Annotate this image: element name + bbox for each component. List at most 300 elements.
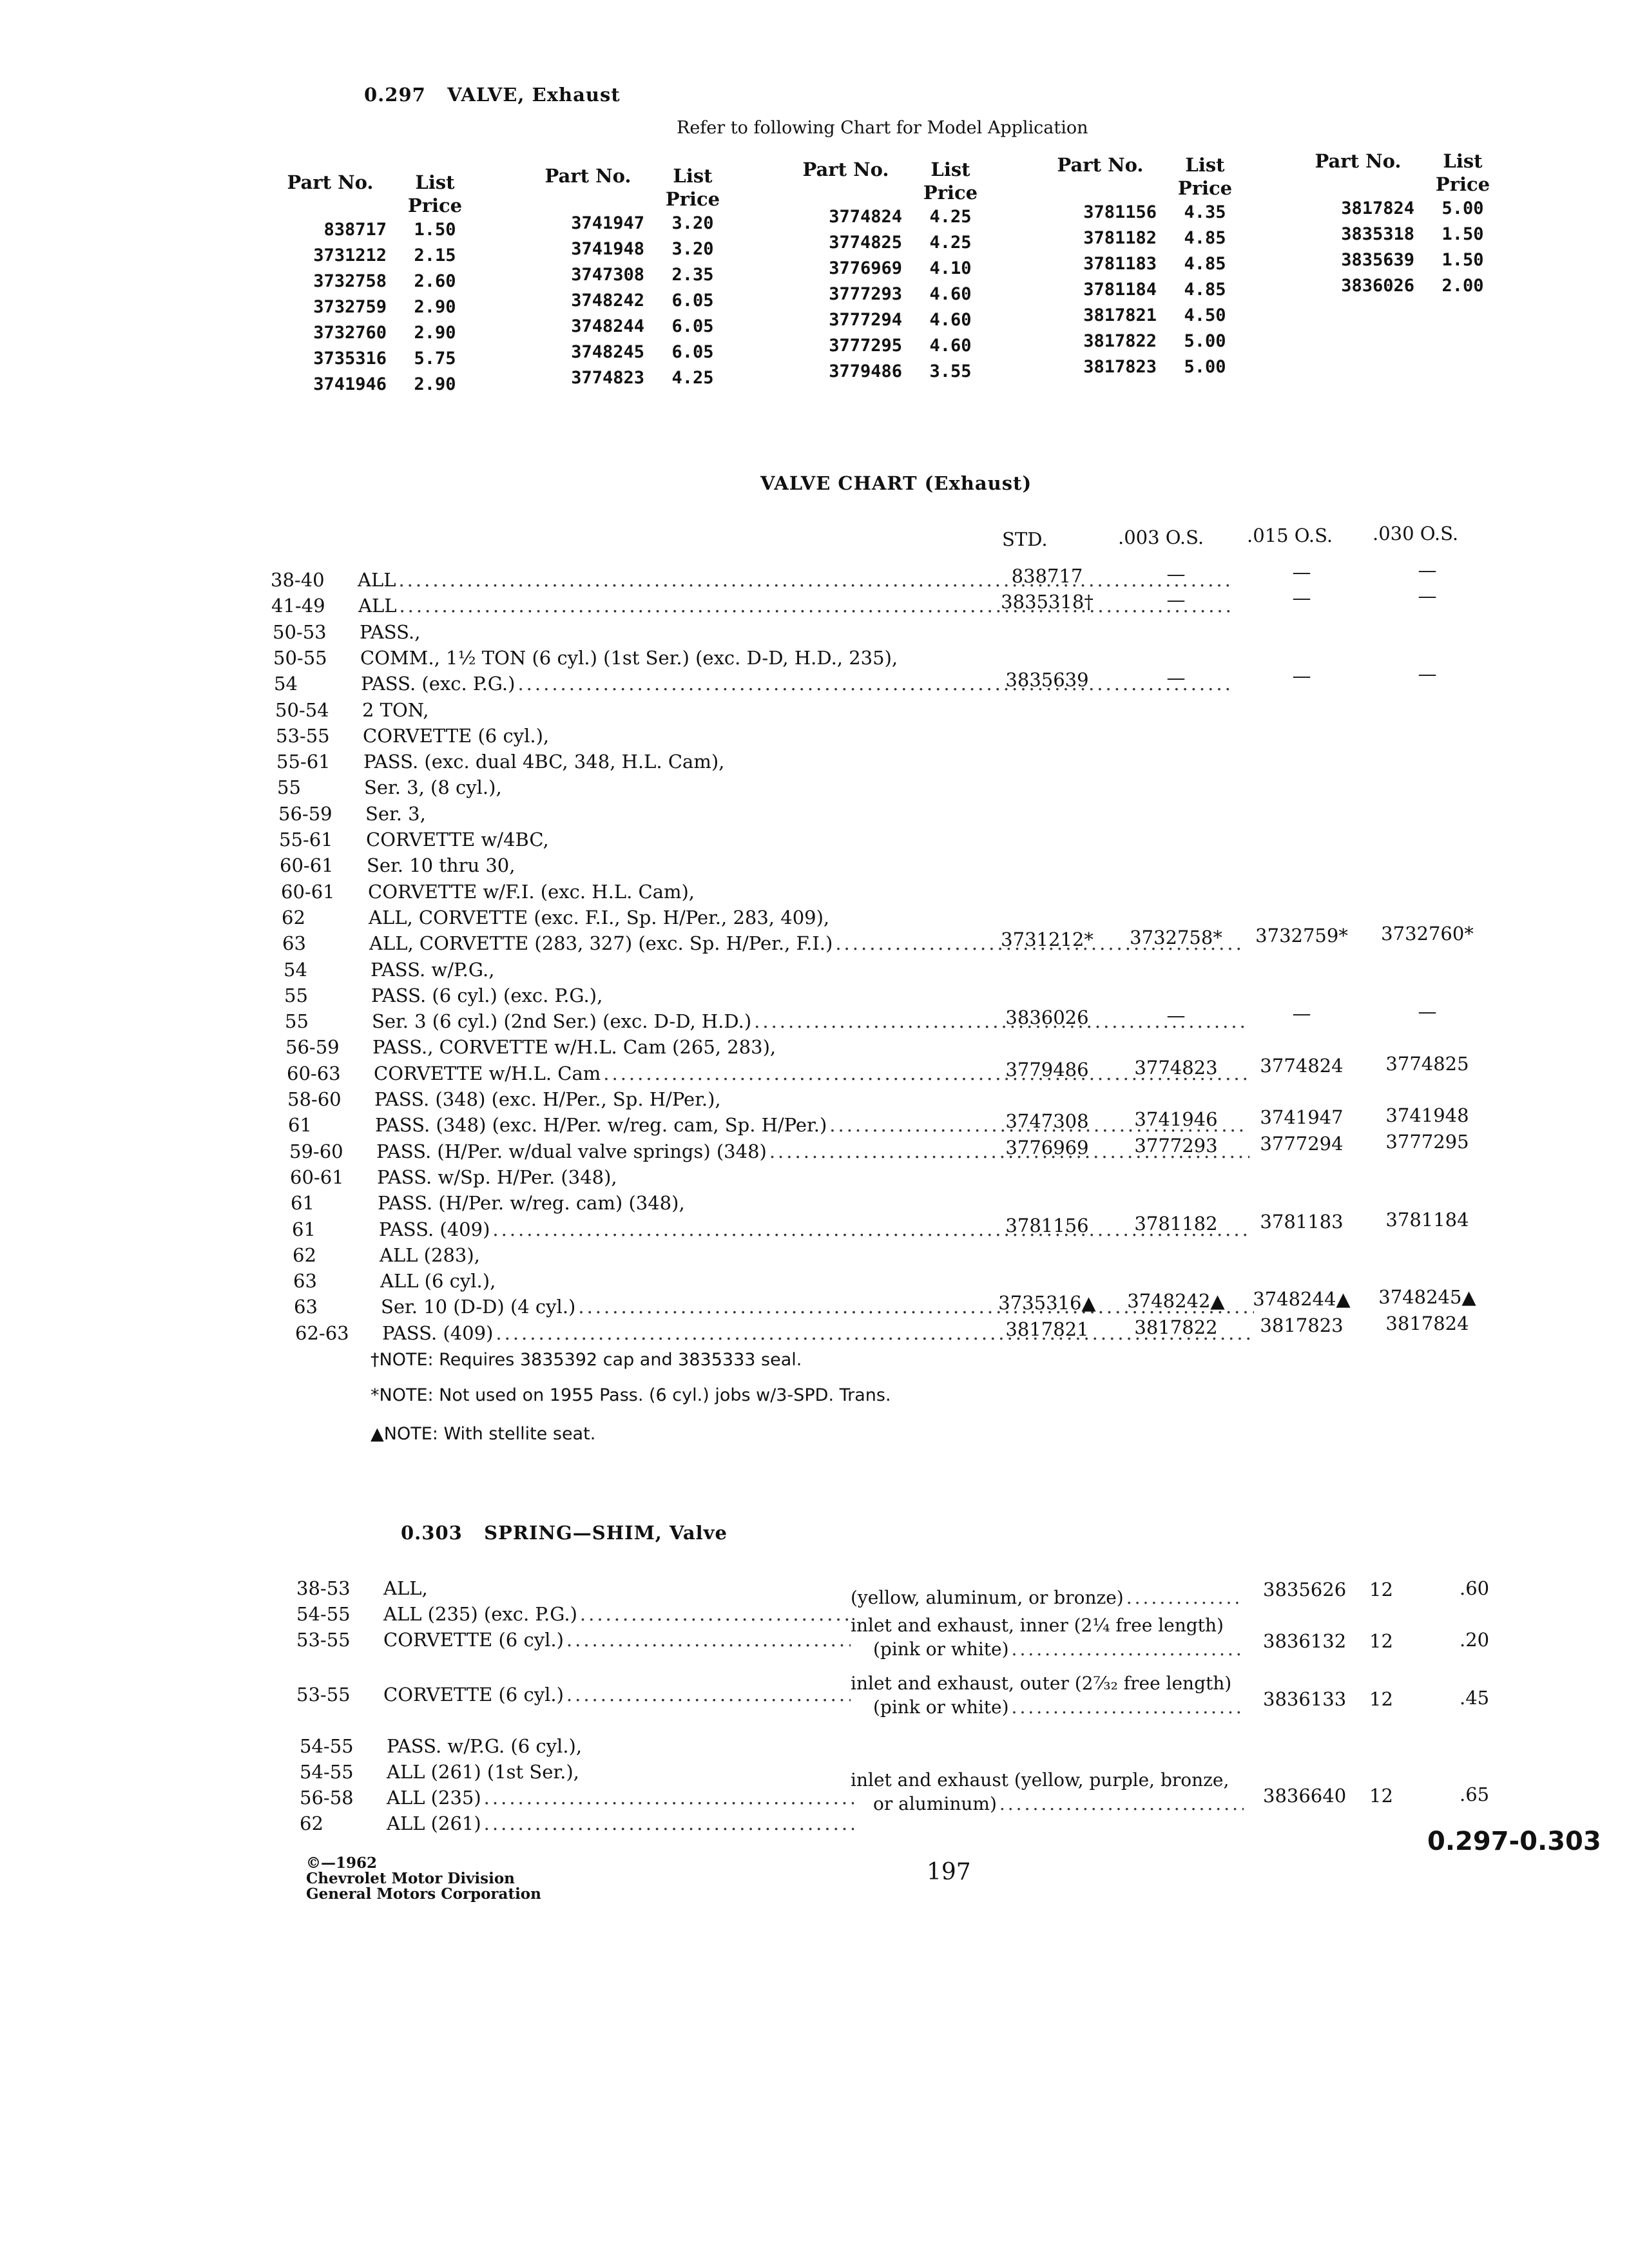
section-number: 0.297 — [364, 84, 426, 106]
application — [358, 567, 1250, 593]
model-years: 54-55 — [296, 1603, 351, 1625]
part-no-header: Part No. — [287, 171, 374, 193]
price-row — [274, 320, 532, 346]
application-text: PASS. w/P.G. (6 cyl.), — [387, 1735, 583, 1757]
application — [374, 1086, 1267, 1112]
list-price: 1.50 — [414, 220, 456, 240]
valve-part-cell: 3777295 — [1385, 1130, 1469, 1153]
application — [367, 852, 1259, 878]
shim-price: .65 — [1460, 1783, 1490, 1805]
model-years: 60-61 — [290, 1166, 344, 1188]
application — [363, 723, 1255, 749]
application-text: ALL, CORVETTE (283, 327) (exc. Sp. H/Per., F.I.) — [369, 932, 833, 955]
list-price-header: List Price — [923, 159, 978, 204]
model-years: 55 — [284, 984, 308, 1006]
valve-chart-note: *NOTE: Not used on 1955 Pass. (6 cyl.) jobs w/3-SPD. Trans. — [371, 1385, 891, 1405]
valve-part-cell: 3774824 — [1260, 1054, 1344, 1077]
application-text: Ser. 10 (D-D) (4 cyl.) — [381, 1296, 576, 1318]
valve-part-cell: — — [1166, 667, 1186, 689]
model-years: 54 — [274, 673, 298, 695]
entry-description — [873, 1791, 1244, 1817]
application-text: PASS. (6 cyl.) (exc. P.G.), — [371, 984, 603, 1006]
list-price: 3.20 — [671, 239, 714, 259]
price-row — [789, 230, 1047, 256]
application-text: Ser. 3 (6 cyl.) (2nd Ser.) (exc. D-D, H.D.) — [372, 1010, 752, 1033]
valve-part-cell: 3817824 — [1385, 1312, 1469, 1334]
application — [364, 774, 1257, 800]
part-number: 3777294 — [829, 310, 902, 330]
shim-part-number: 3835626 — [1263, 1579, 1347, 1600]
part-number: 3774823 — [571, 368, 644, 388]
model-years: 55-61 — [279, 829, 333, 850]
application — [380, 1242, 1272, 1268]
list-price: 5.75 — [414, 349, 456, 369]
model-years: 56-59 — [278, 802, 333, 825]
part-number: 3741947 — [571, 213, 644, 233]
list-price: 2.35 — [671, 265, 714, 285]
valve-chart-column-header: .015 O.S. — [1247, 524, 1333, 546]
price-column-header — [789, 158, 1047, 204]
valve-part-cell: 3777293 — [1134, 1134, 1218, 1157]
application — [369, 905, 1261, 930]
shim-price: .20 — [1460, 1629, 1490, 1651]
application-text: ALL, CORVETTE (exc. F.I., Sp. H/Per., 283, 409), — [369, 906, 830, 928]
application — [383, 1627, 851, 1653]
part-number: 3817823 — [1083, 357, 1157, 377]
valve-chart-column-header: .030 O.S. — [1373, 523, 1459, 544]
application — [362, 697, 1255, 723]
model-years: 53-55 — [296, 1629, 351, 1651]
price-row — [1044, 354, 1302, 380]
part-number: 3781182 — [1083, 228, 1157, 248]
list-price: 4.25 — [929, 207, 972, 227]
model-years: 54-55 — [300, 1735, 354, 1757]
application-text: PASS. (H/Per. w/dual valve springs) (348) — [376, 1140, 767, 1162]
price-row — [1044, 226, 1302, 251]
price-row — [1302, 196, 1559, 222]
leader-dots — [1126, 1585, 1244, 1611]
application-text: CORVETTE (6 cyl.), — [363, 724, 550, 747]
list-price: 2.90 — [414, 297, 456, 317]
shim-part-number: 3836640 — [1263, 1785, 1347, 1807]
application — [387, 1759, 854, 1785]
section-title: VALVE, Exhaust — [447, 84, 621, 106]
valve-part-cell: 3779486 — [1005, 1058, 1089, 1081]
copyright: ©—1962 — [306, 1854, 378, 1872]
shim-part-number: 3836132 — [1263, 1630, 1347, 1652]
price-row — [532, 236, 789, 262]
list-price: 4.60 — [929, 336, 972, 356]
price-row — [789, 282, 1047, 307]
application — [377, 1164, 1269, 1190]
application-text: PASS. (409) — [379, 1218, 490, 1240]
price-row — [789, 359, 1047, 385]
valve-part-cell: 3835639 — [1005, 669, 1089, 691]
part-number: 3774824 — [829, 207, 902, 227]
valve-part-cell: — — [1292, 1003, 1311, 1025]
application-text: PASS. (348) (exc. H/Per., Sp. H/Per.), — [374, 1088, 721, 1110]
valve-part-cell: 3748244▲ — [1253, 1288, 1351, 1311]
valve-chart-column-header: STD. — [1002, 528, 1048, 550]
application-text: ALL, — [383, 1577, 428, 1599]
valve-part-cell: — — [1292, 561, 1311, 583]
footer-credit — [306, 1856, 541, 1902]
model-years: 63 — [293, 1270, 317, 1293]
chart-reference-note: Refer to following Chart for Model Application — [677, 118, 1088, 138]
application — [371, 957, 1263, 983]
application-text: PASS. (348) (exc. H/Per. w/reg. cam, Sp. H/Per.) — [375, 1114, 827, 1137]
part-number: 3741946 — [313, 374, 387, 394]
valve-part-cell: 3781182 — [1134, 1212, 1218, 1235]
part-number: 3817824 — [1341, 198, 1414, 218]
part-number: 3774825 — [829, 233, 902, 253]
application-text: Ser. 3, (8 cyl.), — [364, 776, 502, 799]
valve-chart-column-header: .003 O.S. — [1118, 526, 1204, 548]
application — [368, 879, 1260, 905]
price-row — [532, 340, 789, 365]
list-price: 2.00 — [1441, 276, 1484, 296]
list-price: 6.05 — [671, 316, 714, 336]
valve-part-cell: 3732758* — [1130, 927, 1222, 949]
model-years: 55-61 — [276, 751, 331, 773]
list-price: 1.50 — [1441, 224, 1484, 244]
entry-description-text: (yellow, aluminum, or bronze) — [851, 1587, 1124, 1608]
list-price: 1.50 — [1441, 250, 1484, 270]
application — [372, 1034, 1265, 1060]
model-years: 62 — [282, 906, 305, 928]
model-years: 61 — [288, 1114, 312, 1137]
valve-part-cell: — — [1418, 663, 1437, 686]
section-number: 0.303 — [401, 1522, 463, 1544]
price-row — [1044, 251, 1302, 277]
valve-part-cell: 3741948 — [1385, 1104, 1469, 1127]
application-text: PASS. (exc. P.G.) — [361, 673, 516, 695]
application-text: ALL (6 cyl.), — [380, 1270, 496, 1293]
part-number: 3781183 — [1083, 254, 1157, 274]
shim-quantity: 12 — [1369, 1688, 1393, 1710]
model-years: 54 — [284, 958, 307, 981]
model-years: 50-55 — [273, 646, 327, 669]
application-text: CORVETTE w/4BC, — [366, 829, 549, 850]
price-row — [532, 288, 789, 314]
application — [383, 1601, 851, 1627]
application-text: PASS., CORVETTE w/H.L. Cam (265, 283), — [372, 1036, 776, 1059]
price-row — [789, 333, 1047, 359]
list-price: 3.20 — [671, 213, 714, 233]
section-heading-0303 — [401, 1522, 728, 1544]
application — [387, 1785, 854, 1811]
list-price: 2.90 — [414, 374, 456, 394]
entry-description: inlet and exhaust (yellow, purple, bronze, — [851, 1769, 1229, 1791]
valve-chart-title: VALVE CHART (Exhaust) — [760, 472, 1032, 494]
model-years: 59-60 — [289, 1140, 343, 1162]
part-number: 838717 — [323, 220, 387, 240]
price-column — [789, 158, 1047, 385]
list-price: 6.05 — [671, 342, 714, 362]
price-column-header — [1302, 149, 1559, 196]
valve-part-cell: 3741947 — [1260, 1106, 1344, 1129]
price-row — [532, 314, 789, 340]
part-number: 3747308 — [571, 265, 644, 285]
list-price-header: List Price — [665, 165, 720, 210]
entry-description-text: (pink or white) — [873, 1696, 1009, 1718]
shim-quantity: 12 — [1369, 1630, 1393, 1652]
list-price-header: List Price — [1177, 154, 1233, 199]
entry-description-text: (pink or white) — [873, 1639, 1009, 1660]
model-years: 60-63 — [287, 1062, 341, 1084]
application-text: COMM., 1½ TON (6 cyl.) (1st Ser.) (exc. D-D, H.D., 235), — [360, 646, 898, 669]
list-price: 6.05 — [671, 291, 714, 311]
leader-dots — [566, 1627, 851, 1653]
price-row — [1302, 247, 1559, 273]
leader-dots — [566, 1682, 851, 1707]
leader-dots — [517, 671, 1234, 697]
valve-part-cell: 3777294 — [1260, 1132, 1344, 1155]
price-column-header — [1044, 153, 1302, 200]
part-number: 3781156 — [1083, 202, 1157, 222]
price-column-header — [274, 171, 532, 217]
application-text: 2 TON, — [362, 698, 429, 721]
model-years: 50-54 — [275, 698, 329, 721]
part-number: 3731212 — [313, 245, 387, 265]
valve-part-cell: 3774823 — [1134, 1056, 1218, 1079]
model-years: 50-53 — [273, 620, 327, 643]
valve-chart-note: †NOTE: Requires 3835392 cap and 3835333 seal. — [371, 1350, 802, 1370]
application — [371, 983, 1264, 1008]
part-number: 3732760 — [313, 323, 387, 343]
valve-part-cell: — — [1418, 585, 1437, 608]
model-years: 55 — [277, 776, 301, 799]
application-text: ALL (283), — [380, 1244, 480, 1266]
application — [383, 1575, 851, 1601]
model-years: 60-61 — [280, 854, 334, 877]
shim-price: .60 — [1460, 1577, 1490, 1599]
price-row — [532, 262, 789, 288]
price-row — [532, 211, 789, 236]
model-years: 62-63 — [295, 1321, 349, 1344]
list-price: 4.60 — [929, 310, 972, 330]
entry-description: inlet and exhaust, inner (2¼ free length) — [851, 1615, 1224, 1636]
application — [358, 593, 1251, 619]
model-years: 53-55 — [296, 1684, 351, 1706]
part-number: 3735316 — [313, 349, 387, 369]
part-number: 3836026 — [1341, 276, 1414, 296]
valve-part-cell: — — [1166, 563, 1186, 585]
leader-dots — [1012, 1695, 1244, 1720]
leader-dots — [398, 567, 1231, 593]
application-text: ALL (261) (1st Ser.), — [387, 1761, 579, 1783]
application-text: CORVETTE w/H.L. Cam — [374, 1062, 601, 1084]
shim-quantity: 12 — [1369, 1785, 1393, 1807]
list-price-header: List Price — [407, 171, 463, 216]
part-number: 3817822 — [1083, 331, 1157, 351]
price-row — [1044, 200, 1302, 226]
valve-part-cell: 3748242▲ — [1127, 1290, 1225, 1312]
price-row — [1044, 277, 1302, 303]
price-row — [274, 243, 532, 269]
section-title: SPRING—SHIM, Valve — [484, 1522, 728, 1544]
part-no-header: Part No. — [545, 165, 631, 187]
corporation: General Motors Corporation — [306, 1885, 541, 1903]
valve-part-cell: 3835318† — [1001, 591, 1094, 613]
application — [375, 1112, 1268, 1138]
price-row — [274, 217, 532, 243]
model-years: 55 — [285, 1010, 309, 1033]
model-years: 61 — [291, 1192, 314, 1215]
valve-part-cell: 3731212* — [1001, 928, 1094, 951]
valve-part-cell: — — [1418, 1001, 1437, 1023]
model-years: 61 — [292, 1218, 316, 1240]
leader-dots — [399, 593, 1231, 619]
valve-part-cell: 3735316▲ — [998, 1292, 1096, 1314]
leader-dots — [999, 1791, 1244, 1817]
part-no-header: Part No. — [1315, 150, 1402, 172]
valve-chart-note: ▲NOTE: With stellite seat. — [371, 1424, 596, 1444]
valve-part-cell: 838717 — [1011, 565, 1083, 587]
leader-dots — [484, 1785, 854, 1811]
price-row — [1302, 222, 1559, 247]
list-price: 4.10 — [929, 258, 972, 278]
price-row — [789, 204, 1047, 230]
valve-part-cell: 3781156 — [1005, 1214, 1089, 1236]
price-column — [274, 171, 532, 398]
part-number: 3748244 — [571, 316, 644, 336]
list-price: 2.15 — [414, 245, 456, 265]
part-number: 3748242 — [571, 291, 644, 311]
leader-dots — [484, 1811, 854, 1836]
application — [372, 1008, 1264, 1034]
entry-description — [851, 1585, 1244, 1611]
price-row — [789, 256, 1047, 282]
price-row — [789, 307, 1047, 333]
price-row — [274, 372, 532, 398]
price-row — [274, 269, 532, 294]
valve-part-cell: — — [1166, 1004, 1186, 1027]
list-price: 4.85 — [1184, 228, 1226, 248]
entry-description — [873, 1695, 1244, 1720]
list-price: 4.50 — [1184, 305, 1226, 325]
valve-part-cell: 3774825 — [1385, 1052, 1469, 1075]
part-number: 3748245 — [571, 342, 644, 362]
application-text: PASS. w/P.G., — [371, 958, 495, 981]
application-text: CORVETTE (6 cyl.) — [383, 1629, 564, 1651]
application-text: PASS. w/Sp. H/Per. (348), — [377, 1166, 617, 1188]
application — [361, 671, 1253, 697]
model-years: 63 — [294, 1296, 318, 1318]
list-price: 3.55 — [929, 361, 972, 381]
model-years: 54-55 — [300, 1761, 354, 1783]
application — [387, 1733, 854, 1759]
list-price: 2.90 — [414, 323, 456, 343]
price-column — [1302, 149, 1559, 299]
shim-quantity: 12 — [1369, 1579, 1393, 1600]
part-number: 3741948 — [571, 239, 644, 259]
valve-part-cell: — — [1418, 559, 1437, 581]
model-years: 41-49 — [271, 595, 325, 617]
model-years: 38-40 — [271, 569, 325, 591]
model-years: 58-60 — [287, 1088, 342, 1110]
application-text: PASS. (exc. dual 4BC, 348, H.L. Cam), — [363, 751, 725, 773]
application-text: ALL (235) (exc. P.G.) — [383, 1603, 577, 1625]
valve-part-cell: 3732760* — [1381, 923, 1474, 945]
application-text: ALL (235) — [387, 1787, 481, 1809]
shim-price: .45 — [1460, 1687, 1490, 1709]
application-text: ALL — [358, 569, 396, 591]
page-range: 0.297-0.303 — [1427, 1827, 1601, 1856]
application — [383, 1682, 851, 1707]
application-text: PASS. (H/Per. w/reg. cam) (348), — [378, 1192, 685, 1215]
application-text: CORVETTE w/F.I. (exc. H.L. Cam), — [368, 880, 695, 903]
application — [369, 930, 1262, 956]
part-number: 3835639 — [1341, 250, 1414, 270]
valve-part-cell: 3747308 — [1005, 1110, 1089, 1133]
model-years: 38-53 — [296, 1577, 351, 1599]
valve-part-cell: 3817822 — [1134, 1316, 1218, 1338]
list-price-header: List Price — [1435, 150, 1490, 195]
part-number: 3781184 — [1083, 280, 1157, 300]
list-price: 5.00 — [1184, 331, 1226, 351]
valve-part-cell: — — [1166, 589, 1186, 611]
application-text: Ser. 10 thru 30, — [367, 854, 516, 877]
part-number: 3777293 — [829, 284, 902, 304]
section-heading-0297 — [364, 84, 621, 106]
shim-part-number: 3836133 — [1263, 1688, 1347, 1710]
application — [363, 749, 1256, 774]
valve-part-cell: 3741946 — [1134, 1108, 1218, 1131]
list-price: 4.85 — [1184, 254, 1226, 274]
price-column — [1044, 153, 1302, 380]
application-text: PASS. (409) — [382, 1321, 494, 1344]
price-row — [274, 294, 532, 320]
valve-part-cell: 3836026 — [1005, 1006, 1089, 1029]
model-years: 56-59 — [285, 1036, 340, 1059]
model-years: 62 — [293, 1244, 316, 1266]
application-text: ALL — [358, 595, 397, 617]
valve-part-cell: 3748245▲ — [1378, 1286, 1476, 1309]
list-price: 2.60 — [414, 271, 456, 291]
price-row — [1302, 273, 1559, 299]
list-price: 4.25 — [929, 233, 972, 253]
valve-part-cell: — — [1292, 665, 1311, 687]
valve-part-cell: 3781184 — [1385, 1208, 1469, 1231]
price-row — [532, 365, 789, 391]
valve-part-cell: 3817821 — [1005, 1318, 1089, 1340]
part-number: 3732758 — [313, 271, 387, 291]
part-no-header: Part No. — [802, 159, 889, 180]
entry-description — [873, 1637, 1244, 1662]
application — [360, 619, 1252, 645]
part-number: 3817821 — [1083, 305, 1157, 325]
valve-part-cell: 3776969 — [1005, 1136, 1089, 1158]
entry-description: inlet and exhaust, outer (2⁷⁄₃₂ free length) — [851, 1673, 1232, 1694]
entry-description-text: or aluminum) — [873, 1793, 997, 1814]
list-price: 4.85 — [1184, 280, 1226, 300]
price-column — [532, 164, 789, 391]
application — [360, 645, 1253, 671]
application — [387, 1811, 854, 1836]
price-row — [274, 346, 532, 372]
model-years: 53-55 — [276, 724, 330, 747]
page-number: 197 — [927, 1859, 971, 1885]
application — [374, 1061, 1266, 1086]
leader-dots — [580, 1601, 851, 1627]
list-price: 4.35 — [1184, 202, 1226, 222]
division: Chevrolet Motor Division — [306, 1870, 515, 1887]
model-years: 63 — [282, 932, 306, 955]
valve-part-cell: — — [1292, 587, 1311, 610]
part-number: 3776969 — [829, 258, 902, 278]
price-row — [1044, 329, 1302, 354]
